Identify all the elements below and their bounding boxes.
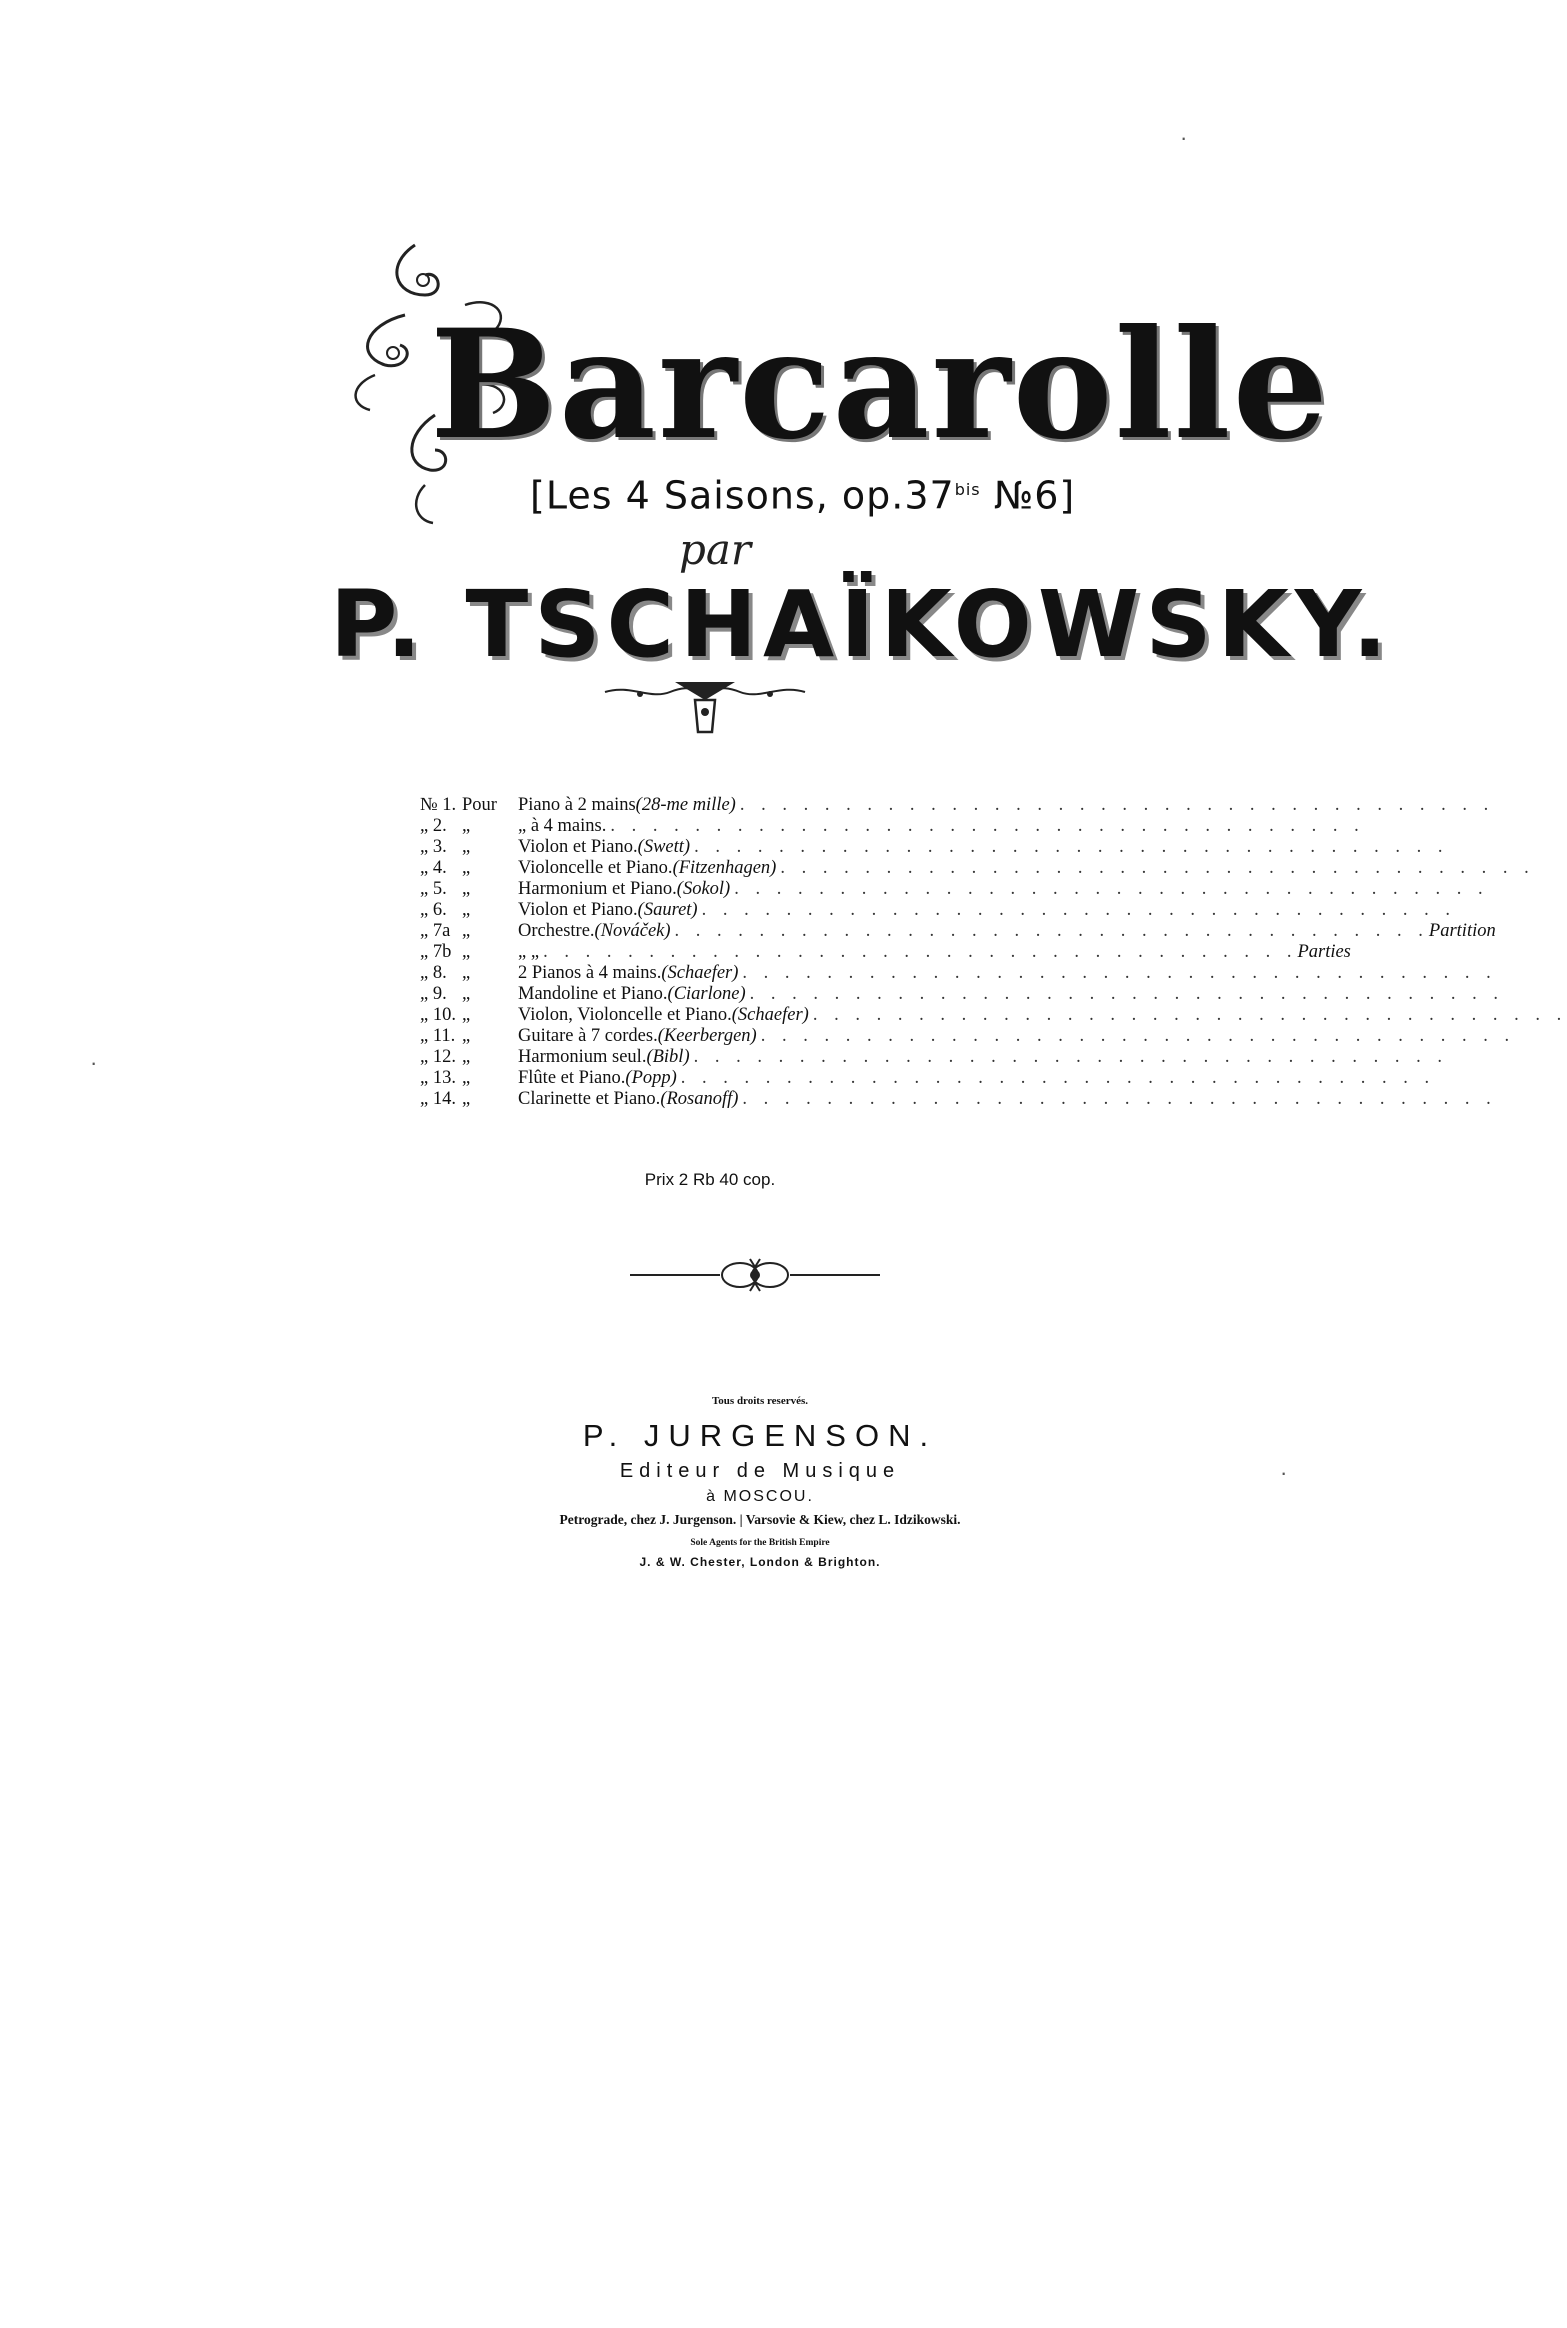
edition-instrumentation: Clarinette et Piano. bbox=[518, 1089, 661, 1109]
edition-instrumentation: Mandoline et Piano. bbox=[518, 984, 668, 1004]
edition-instrumentation: Orchestre. bbox=[518, 921, 595, 941]
by-line: par bbox=[678, 525, 751, 574]
edition-instrumentation: Violoncelle et Piano. bbox=[518, 858, 673, 878]
edition-row bbox=[420, 837, 1449, 858]
agent-names: J. & W. Chester, London & Brighton. bbox=[639, 1555, 881, 1569]
rights-notice: Tous droits reservés. bbox=[711, 1395, 809, 1407]
edition-row bbox=[420, 900, 1456, 921]
dot-leader: . . . . . . . . . . . . . . . . . . . . . . . . . . . . . . . . . . . . bbox=[680, 1068, 1436, 1088]
edition-ditto: „ bbox=[462, 942, 471, 962]
edition-instrumentation: Violon et Piano. bbox=[518, 837, 638, 857]
edition-ditto: „ bbox=[462, 921, 471, 941]
edition-instrumentation: 2 Pianos à 4 mains. bbox=[518, 963, 662, 983]
edition-instrumentation: Flûte et Piano. bbox=[518, 1068, 626, 1088]
publisher-role: Editeur de Musique bbox=[619, 1460, 901, 1482]
edition-row bbox=[420, 795, 1495, 816]
dot-leader: . . . . . . . . . . . . . . . . . . . . . . . . . . . . . . . . . . . . bbox=[760, 1026, 1516, 1046]
edition-row bbox=[420, 963, 1497, 984]
edition-instrumentation: „ „ bbox=[518, 942, 540, 962]
edition-part-type: Parties bbox=[1297, 942, 1351, 962]
edition-row bbox=[420, 858, 1535, 879]
edition-number: „ 14. bbox=[420, 1089, 456, 1109]
edition-arranger: (28-me mille) bbox=[635, 795, 736, 815]
edition-ditto: „ bbox=[462, 837, 471, 857]
sole-agents-note: Sole Agents for the British Empire bbox=[690, 1538, 830, 1548]
edition-ditto: „ bbox=[462, 858, 471, 878]
edition-ditto: „ bbox=[462, 984, 471, 1004]
title: Barcarolle bbox=[430, 297, 1331, 473]
edition-number: „ 4. bbox=[420, 858, 447, 878]
edition-arranger: (Popp) bbox=[625, 1068, 677, 1088]
edition-number: „ 8. bbox=[420, 963, 447, 983]
dot-leader: . . . . . . . . . . . . . . . . . . . . . . . . . . . . . . . . . . . . bbox=[742, 963, 1497, 983]
edition-row bbox=[420, 942, 1351, 963]
edition-number: „ 5. bbox=[420, 879, 447, 899]
edition-number: „ 3. bbox=[420, 837, 447, 857]
edition-number: „ 6. bbox=[420, 900, 447, 920]
edition-arranger: (Ciarlone) bbox=[667, 984, 746, 1004]
publisher-city: à MOSCOU. bbox=[706, 1488, 814, 1505]
dot-leader: . . . . . . . . . . . . . . . . . . . . . . . . . . . . . . . . . . . . bbox=[739, 795, 1495, 815]
edition-ditto: „ bbox=[462, 879, 471, 899]
edition-ditto: „ bbox=[462, 1026, 471, 1046]
divider-ornament bbox=[630, 1255, 880, 1295]
subtitle-number: №6] bbox=[980, 473, 1076, 518]
edition-arranger: (Nováček) bbox=[594, 921, 671, 941]
edition-number: „ 13. bbox=[420, 1068, 456, 1088]
edition-number: „ 2. bbox=[420, 816, 447, 836]
edition-ditto: „ bbox=[462, 1005, 471, 1025]
dot-leader: . . . . . . . . . . . . . . . . . . . . . . . . . . . . . . . . . . . . bbox=[734, 879, 1489, 899]
dot-leader: . . . . . . . . . . . . . . . . . . . . . . . . . . . . . . . . . . . . bbox=[749, 984, 1505, 1004]
edition-ditto: „ bbox=[462, 816, 471, 836]
dot-leader: . . . . . . . . . . . . . . . . . . . . . . . . . . . . . . . . . . . . bbox=[543, 942, 1298, 962]
edition-instrumentation: Piano à 2 mains bbox=[518, 795, 636, 815]
edition-number: № 1. bbox=[420, 795, 457, 815]
edition-instrumentation: Harmonium seul. bbox=[518, 1047, 647, 1067]
fleuron-ornament bbox=[600, 670, 810, 740]
edition-ditto: „ bbox=[462, 963, 471, 983]
edition-ditto: „ bbox=[462, 1089, 471, 1109]
publisher-branches: Petrograde, chez J. Jurgenson. | Varsovie & Kiew, chez L. Idzikowski. bbox=[559, 1512, 961, 1527]
edition-arranger: (Rosanoff) bbox=[660, 1089, 739, 1109]
price: Prix 2 Rb 40 cop. bbox=[644, 1170, 776, 1189]
edition-arranger: (Bibl) bbox=[646, 1047, 690, 1067]
edition-instrumentation: Harmonium et Piano. bbox=[518, 879, 677, 899]
edition-row bbox=[420, 1089, 1497, 1110]
scan-speck: · bbox=[90, 1050, 98, 1075]
composer-name: P. TSCHAÏKOWSKY. bbox=[330, 571, 1394, 678]
subtitle bbox=[530, 465, 1076, 521]
edition-row bbox=[420, 1047, 1448, 1068]
dot-leader: . . . . . . . . . . . . . . . . . . . . . . . . . . . . . . . . . . . . bbox=[701, 900, 1456, 920]
edition-arranger: (Sauret) bbox=[637, 900, 698, 920]
edition-part-type: Partition bbox=[1428, 921, 1496, 941]
edition-number: „ 11. bbox=[420, 1026, 456, 1046]
edition-ditto: „ bbox=[462, 1047, 471, 1067]
edition-row bbox=[420, 1026, 1516, 1047]
dot-leader: . . . . . . . . . . . . . . . . . . . . . . . . . . . . . . . . . . . . bbox=[812, 1005, 1567, 1025]
editions-list bbox=[420, 795, 1567, 1110]
edition-arranger: (Keerbergen) bbox=[657, 1026, 757, 1046]
edition-ditto: „ bbox=[462, 900, 471, 920]
edition-row bbox=[420, 1068, 1436, 1089]
edition-number: „ 9. bbox=[420, 984, 447, 1004]
edition-row bbox=[420, 984, 1505, 1005]
edition-row bbox=[420, 921, 1496, 942]
edition-arranger: (Swett) bbox=[637, 837, 691, 857]
edition-number: „ 7b bbox=[420, 942, 452, 962]
edition-row bbox=[420, 816, 1365, 837]
dot-leader: . . . . . . . . . . . . . . . . . . . . . . . . . . . . . . . . . . . . bbox=[694, 837, 1449, 857]
scan-speck: · bbox=[1180, 125, 1188, 150]
edition-arranger: (Schaefer) bbox=[731, 1005, 809, 1025]
edition-row bbox=[420, 879, 1489, 900]
edition-ditto: Pour bbox=[462, 795, 497, 815]
dot-leader: . . . . . . . . . . . . . . . . . . . . . . . . . . . . . . . . . . . . bbox=[693, 1047, 1448, 1067]
edition-arranger: (Schaefer) bbox=[661, 963, 739, 983]
edition-arranger: (Fitzenhagen) bbox=[672, 858, 777, 878]
scan-speck: · bbox=[1280, 1460, 1288, 1485]
edition-row bbox=[420, 1005, 1567, 1026]
edition-number: „ 10. bbox=[420, 1005, 456, 1025]
edition-instrumentation: „ à 4 mains. bbox=[518, 816, 607, 836]
edition-number: „ 7a bbox=[420, 921, 451, 941]
edition-number: „ 12. bbox=[420, 1047, 456, 1067]
dot-leader: . . . . . . . . . . . . . . . . . . . . . . . . . . . . . . . . . . . . bbox=[780, 858, 1535, 878]
publisher-name: P. JURGENSON. bbox=[582, 1418, 938, 1453]
dot-leader: . . . . . . . . . . . . . . . . . . . . . . . . . . . . . . . . . . . . bbox=[742, 1089, 1497, 1109]
dot-leader: . . . . . . . . . . . . . . . . . . . . . . . . . . . . . . . . . . . . bbox=[610, 816, 1365, 836]
edition-arranger: (Sokol) bbox=[676, 879, 731, 899]
subtitle-text: [Les 4 Saisons, op.37 bbox=[530, 473, 955, 518]
edition-instrumentation: Guitare à 7 cordes. bbox=[518, 1026, 658, 1046]
edition-instrumentation: Violon, Violoncelle et Piano. bbox=[518, 1005, 732, 1025]
edition-instrumentation: Violon et Piano. bbox=[518, 900, 638, 920]
edition-ditto: „ bbox=[462, 1068, 471, 1088]
subtitle-superscript: bis bbox=[954, 480, 981, 499]
dot-leader: . . . . . . . . . . . . . . . . . . . . . . . . . . . . . . . . . . . . bbox=[674, 921, 1429, 941]
